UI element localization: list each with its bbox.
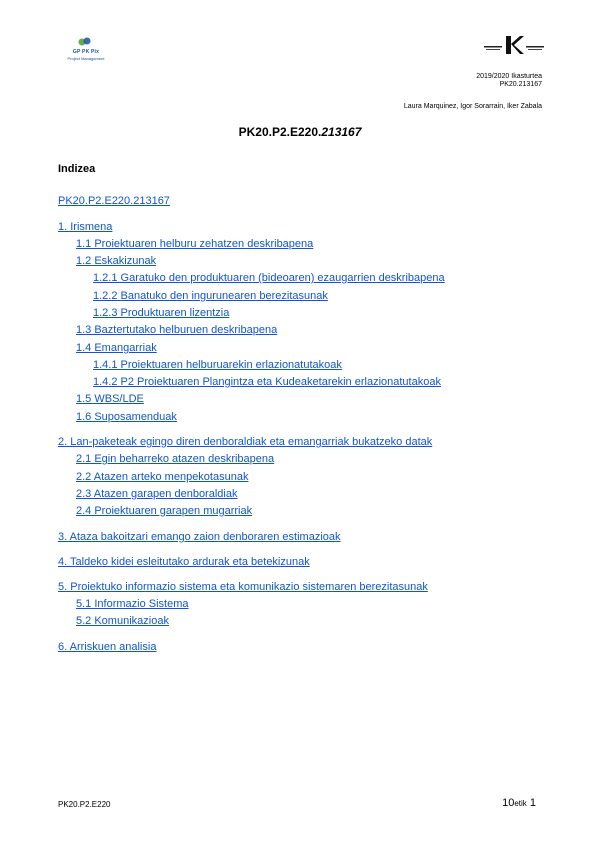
title-italic: 213167: [321, 125, 362, 139]
course-code: PK20.213167: [499, 81, 542, 88]
toc-link[interactable]: 2.2 Atazen arteko menpekotasunak: [76, 471, 249, 483]
toc-link[interactable]: 1.2.2 Banatuko den ingurunearen berezitasunak: [93, 290, 328, 302]
document-title: [0, 125, 600, 139]
toc-link[interactable]: 2. Lan-paketeak egingo diren denboraldiak eta emangarriak bukatzeko datak: [58, 436, 433, 448]
toc-link[interactable]: 6. Arriskuen analisia: [58, 641, 157, 653]
logo-mark-icon: [78, 36, 92, 48]
toc-link[interactable]: 5. Proiektuko informazio sistema eta komunikazio sistemaren berezitasunak: [58, 581, 428, 593]
page-number: [502, 797, 536, 809]
logo-left-text: GP PK Pix: [72, 49, 100, 55]
footer-doc-code: PK20.P2.E220: [58, 800, 111, 809]
toc-link[interactable]: 1.4.1 Proiektuaren helburuarekin erlazionatutakoak: [93, 359, 342, 371]
toc-link[interactable]: 1.2 Eskakizunak: [76, 255, 157, 267]
toc-link[interactable]: 1.2.3 Produktuaren lizentzia: [93, 307, 230, 319]
authors: Laura Marquinez, Igor Sorarrain, Iker Zabala: [403, 103, 542, 110]
index-heading: Indizea: [58, 163, 96, 175]
toc-link[interactable]: 2.1 Egin beharreko atazen deskribapena: [76, 453, 275, 465]
toc-link[interactable]: 1.3 Baztertutako helburuen deskribapena: [76, 324, 278, 336]
toc-link[interactable]: 4. Taldeko kidei esleitutako ardurak eta betekizunak: [58, 556, 310, 568]
toc-link[interactable]: 5.2 Komunikazioak: [76, 615, 169, 627]
page-separator: etik: [514, 799, 527, 808]
page-total: 10: [502, 797, 515, 809]
title-prefix: PK20.P2.E220.: [238, 125, 322, 139]
toc-link[interactable]: 1.4 Emangarriak: [76, 342, 157, 354]
toc-link[interactable]: 3. Ataza bakoitzari emango zaion denboraren estimazioak: [58, 531, 341, 543]
toc-link[interactable]: 2.3 Atazen garapen denboraldiak: [76, 488, 238, 500]
page-current: 1: [529, 797, 536, 809]
academic-year: 2019/2020 Ikasturtea: [476, 73, 542, 80]
toc-link[interactable]: 1. Irismena: [58, 221, 113, 233]
toc-link[interactable]: 1.6 Suposamenduak: [76, 411, 177, 423]
toc-link[interactable]: 1.5 WBS/LDE: [76, 393, 144, 405]
toc-link[interactable]: PK20.P2.E220.213167: [58, 195, 170, 207]
logo-left-subtext: Project Management: [67, 56, 105, 61]
gp-pk-pix-logo: [58, 36, 114, 66]
toc-link[interactable]: 1.1 Proiektuaren helburu zehatzen deskribapena: [76, 238, 314, 250]
university-logo-icon: [484, 34, 546, 58]
toc-link[interactable]: 5.1 Informazio Sistema: [76, 598, 189, 610]
toc-link[interactable]: 2.4 Proiektuaren garapen mugarriak: [76, 505, 253, 517]
toc-link[interactable]: 1.2.1 Garatuko den produktuaren (bideoaren) ezaugarrien deskribapena: [93, 272, 445, 284]
toc-link[interactable]: 1.4.2 P2 Proiektuaren Plangintza eta Kudeaketarekin erlazionatutakoak: [93, 376, 441, 388]
